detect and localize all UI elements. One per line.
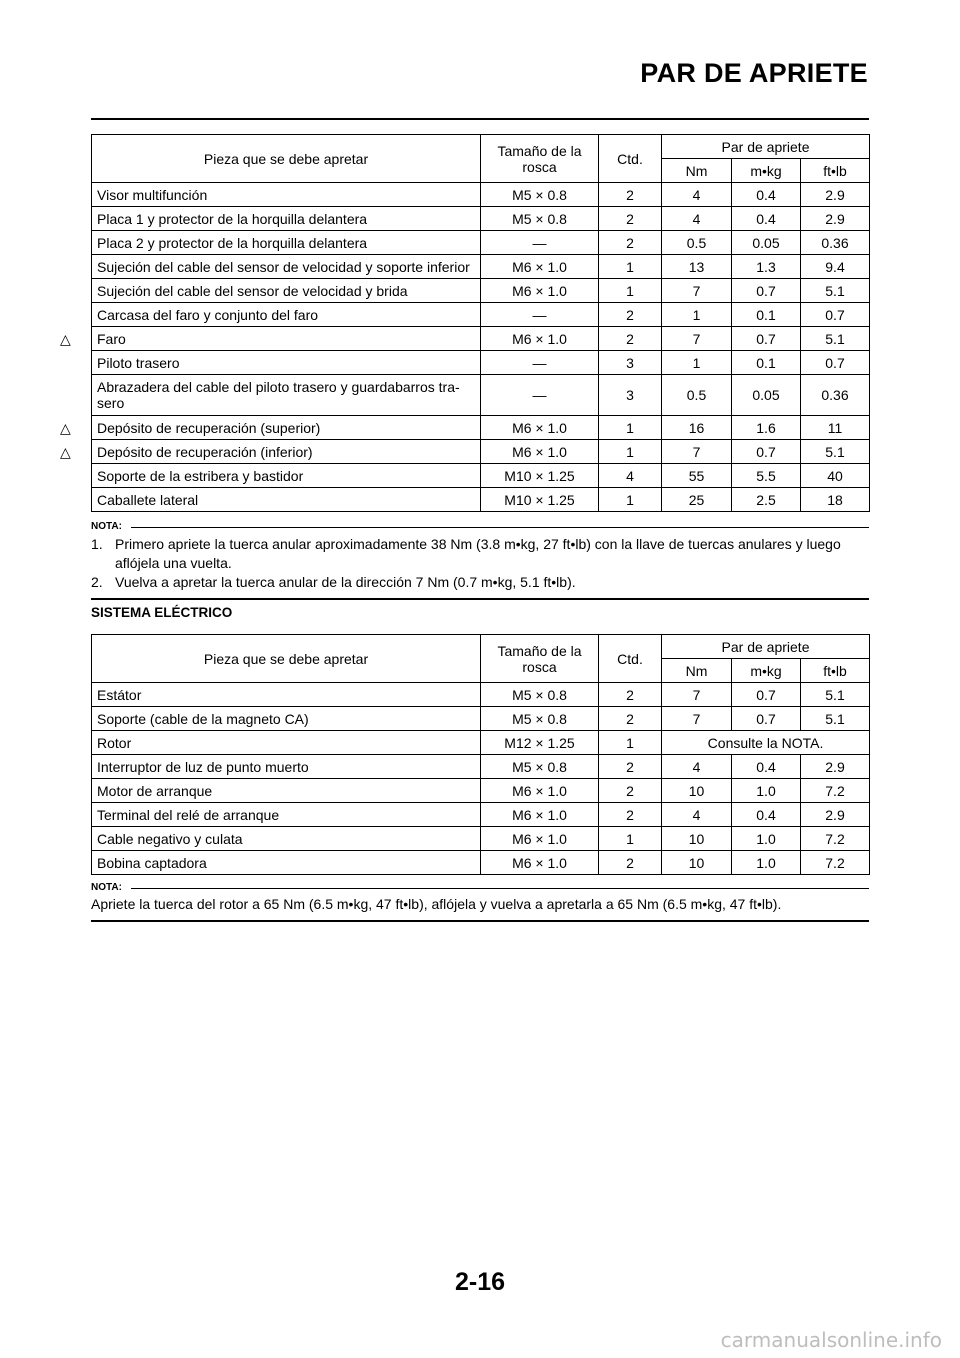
cell-qty: 1 (599, 279, 662, 303)
cell-qty: 3 (599, 375, 662, 416)
cell-thread: M5 × 0.8 (481, 207, 599, 231)
table-row (92, 255, 870, 279)
cell-mkg: 1.3 (732, 255, 801, 279)
cell-part: Soporte de la estribera y bastidor (92, 464, 481, 488)
cell-part: Rotor (92, 731, 481, 755)
cell-qty: 2 (599, 327, 662, 351)
cell-ftlb: 5.1 (801, 707, 870, 731)
note-item-text: Primero apriete la tuerca anular aproximadamente 38 Nm (3.8 m•kg, 27 ft•lb) con la llave de tuercas anulares y luego aflójela una vuelta. (115, 536, 841, 571)
note-item (91, 573, 869, 592)
cell-qty: 2 (599, 183, 662, 207)
cell-nm: 16 (662, 416, 732, 440)
table-row (92, 827, 870, 851)
table-row (92, 207, 870, 231)
cell-part: Placa 2 y protector de la horquilla delantera (92, 231, 481, 255)
table-row (92, 279, 870, 303)
note-label-row (91, 521, 869, 533)
cell-ftlb: 9.4 (801, 255, 870, 279)
cell-nm: 4 (662, 183, 732, 207)
cell-qty: 1 (599, 731, 662, 755)
cell-thread: M6 × 1.0 (481, 803, 599, 827)
header-ftlb: ft•lb (801, 159, 870, 183)
cell-qty: 1 (599, 488, 662, 512)
table-row (92, 303, 870, 327)
cell-thread: M5 × 0.8 (481, 683, 599, 707)
cell-qty: 2 (599, 683, 662, 707)
cell-mkg: 0.4 (732, 755, 801, 779)
cell-nm: 13 (662, 255, 732, 279)
cell-thread: M6 × 1.0 (481, 779, 599, 803)
table1-body (92, 183, 870, 512)
cell-ftlb: 40 (801, 464, 870, 488)
cell-ftlb: 5.1 (801, 683, 870, 707)
cell-qty: 1 (599, 827, 662, 851)
header-part: Pieza que se debe apretar (92, 135, 481, 183)
cell-ftlb: 5.1 (801, 279, 870, 303)
triangle-marker-icon: △ (60, 330, 71, 347)
note-rotor (91, 882, 869, 922)
table-row (92, 464, 870, 488)
table-row (92, 351, 870, 375)
cell-part: Abrazadera del cable del piloto trasero y guardabarros tra-sero (92, 375, 481, 416)
section-heading-electrical: SISTEMA ELÉCTRICO (91, 605, 233, 620)
cell-ftlb: 18 (801, 488, 870, 512)
cell-nm: 7 (662, 707, 732, 731)
cell-ftlb: 7.2 (801, 827, 870, 851)
cell-nm: 4 (662, 755, 732, 779)
note-label: NOTA: (91, 521, 128, 532)
cell-part: Sujeción del cable del sensor de velocidad y soporte inferior (92, 255, 481, 279)
cell-ftlb: 0.36 (801, 231, 870, 255)
cell-thread: M5 × 0.8 (481, 755, 599, 779)
header-qty: Ctd. (599, 635, 662, 683)
torque-table-chassis (91, 134, 870, 512)
cell-qty: 1 (599, 416, 662, 440)
cell-thread: — (481, 351, 599, 375)
table-row (92, 375, 870, 416)
cell-mkg: 0.4 (732, 803, 801, 827)
cell-qty: 2 (599, 755, 662, 779)
cell-thread: M6 × 1.0 (481, 440, 599, 464)
note-label-row (91, 882, 869, 894)
cell-thread: — (481, 231, 599, 255)
cell-thread: M6 × 1.0 (481, 255, 599, 279)
cell-nm: 1 (662, 303, 732, 327)
cell-thread: M10 × 1.25 (481, 488, 599, 512)
cell-nm: 10 (662, 779, 732, 803)
cell-nm: 7 (662, 327, 732, 351)
table-row (92, 416, 870, 440)
cell-mkg: 0.4 (732, 183, 801, 207)
cell-qty: 2 (599, 303, 662, 327)
cell-qty: 2 (599, 803, 662, 827)
title-divider (91, 118, 869, 120)
cell-part: Depósito de recuperación (inferior) (92, 440, 481, 464)
header-nm: Nm (662, 159, 732, 183)
table-row (92, 488, 870, 512)
note-item (91, 535, 869, 573)
cell-nm: 0.5 (662, 375, 732, 416)
note-item-number: 1. (91, 536, 103, 552)
header-nm: Nm (662, 659, 732, 683)
cell-mkg: 1.6 (732, 416, 801, 440)
torque-table-electrical (91, 634, 870, 875)
table2-body (92, 683, 870, 875)
cell-mkg: 0.7 (732, 440, 801, 464)
header-mkg: m•kg (732, 159, 801, 183)
table-row (92, 803, 870, 827)
cell-nm: 25 (662, 488, 732, 512)
cell-part: Depósito de recuperación (superior) (92, 416, 481, 440)
cell-nm: 55 (662, 464, 732, 488)
cell-thread: M5 × 0.8 (481, 707, 599, 731)
table-row (92, 707, 870, 731)
table-row (92, 440, 870, 464)
cell-ftlb: 11 (801, 416, 870, 440)
note-rule (131, 888, 869, 889)
note-item-text: Vuelva a apretar la tuerca anular de la dirección 7 Nm (0.7 m•kg, 5.1 ft•lb). (115, 574, 576, 590)
cell-ftlb: 5.1 (801, 327, 870, 351)
note-text: Apriete la tuerca del rotor a 65 Nm (6.5 m•kg, 47 ft•lb), aflójela y vuelva a apretarla a 65 Nm (6.5 m•kg, 47 ft•lb). (91, 896, 782, 912)
cell-torque-merged: Consulte la NOTA. (662, 731, 870, 755)
cell-mkg: 0.7 (732, 279, 801, 303)
cell-qty: 1 (599, 440, 662, 464)
cell-qty: 1 (599, 255, 662, 279)
table-row (92, 183, 870, 207)
table-row (92, 755, 870, 779)
table-row (92, 231, 870, 255)
cell-thread: M5 × 0.8 (481, 183, 599, 207)
cell-thread: M12 × 1.25 (481, 731, 599, 755)
header-torque: Par de apriete (662, 635, 870, 659)
table-row (92, 731, 870, 755)
header-thread: Tamaño de la rosca (481, 635, 599, 683)
note-rule (131, 527, 869, 528)
header-torque: Par de apriete (662, 135, 870, 159)
cell-qty: 2 (599, 207, 662, 231)
note-label: NOTA: (91, 882, 128, 893)
cell-part: Placa 1 y protector de la horquilla delantera (92, 207, 481, 231)
cell-mkg: 0.05 (732, 231, 801, 255)
cell-part: Interruptor de luz de punto muerto (92, 755, 481, 779)
cell-part: Faro (92, 327, 481, 351)
cell-nm: 4 (662, 803, 732, 827)
cell-part: Terminal del relé de arranque (92, 803, 481, 827)
cell-nm: 7 (662, 440, 732, 464)
table-row (92, 851, 870, 875)
note-steering (91, 521, 869, 600)
header-ftlb: ft•lb (801, 659, 870, 683)
cell-mkg: 1.0 (732, 779, 801, 803)
cell-nm: 7 (662, 683, 732, 707)
note-end-rule (91, 598, 869, 600)
cell-nm: 10 (662, 851, 732, 875)
cell-part: Sujeción del cable del sensor de velocidad y brida (92, 279, 481, 303)
page-title: PAR DE APRIETE (640, 58, 868, 88)
cell-ftlb: 0.7 (801, 351, 870, 375)
cell-ftlb: 0.36 (801, 375, 870, 416)
watermark: carmanualsonline.info (720, 1328, 942, 1352)
cell-qty: 3 (599, 351, 662, 375)
cell-ftlb: 2.9 (801, 755, 870, 779)
note-item-number: 2. (91, 574, 103, 590)
cell-nm: 4 (662, 207, 732, 231)
header-qty: Ctd. (599, 135, 662, 183)
cell-part: Piloto trasero (92, 351, 481, 375)
cell-thread: M10 × 1.25 (481, 464, 599, 488)
cell-nm: 10 (662, 827, 732, 851)
cell-mkg: 1.0 (732, 827, 801, 851)
cell-ftlb: 7.2 (801, 851, 870, 875)
cell-thread: M6 × 1.0 (481, 279, 599, 303)
cell-ftlb: 2.9 (801, 207, 870, 231)
cell-mkg: 0.05 (732, 375, 801, 416)
header-thread: Tamaño de la rosca (481, 135, 599, 183)
cell-qty: 2 (599, 707, 662, 731)
cell-thread: M6 × 1.0 (481, 416, 599, 440)
cell-part: Carcasa del faro y conjunto del faro (92, 303, 481, 327)
cell-mkg: 2.5 (732, 488, 801, 512)
triangle-marker-icon: △ (60, 419, 71, 436)
cell-qty: 2 (599, 779, 662, 803)
cell-qty: 2 (599, 851, 662, 875)
cell-mkg: 0.1 (732, 351, 801, 375)
note-list (91, 535, 869, 592)
table-row (92, 683, 870, 707)
cell-mkg: 0.4 (732, 207, 801, 231)
cell-part: Visor multifunción (92, 183, 481, 207)
cell-qty: 2 (599, 231, 662, 255)
header-part: Pieza que se debe apretar (92, 635, 481, 683)
cell-thread: M6 × 1.0 (481, 327, 599, 351)
header-mkg: m•kg (732, 659, 801, 683)
cell-ftlb: 5.1 (801, 440, 870, 464)
cell-part: Soporte (cable de la magneto CA) (92, 707, 481, 731)
cell-part: Cable negativo y culata (92, 827, 481, 851)
cell-mkg: 0.7 (732, 683, 801, 707)
cell-ftlb: 0.7 (801, 303, 870, 327)
cell-mkg: 0.7 (732, 327, 801, 351)
cell-part: Estátor (92, 683, 481, 707)
cell-ftlb: 7.2 (801, 779, 870, 803)
cell-thread: M6 × 1.0 (481, 827, 599, 851)
triangle-marker-icon: △ (60, 443, 71, 460)
table-row (92, 779, 870, 803)
cell-nm: 0.5 (662, 231, 732, 255)
cell-ftlb: 2.9 (801, 183, 870, 207)
cell-part: Caballete lateral (92, 488, 481, 512)
table-row (92, 327, 870, 351)
page-number: 2-16 (454, 1268, 506, 1296)
cell-mkg: 0.1 (732, 303, 801, 327)
cell-part: Motor de arranque (92, 779, 481, 803)
cell-mkg: 0.7 (732, 707, 801, 731)
cell-nm: 7 (662, 279, 732, 303)
cell-thread: M6 × 1.0 (481, 851, 599, 875)
cell-thread: — (481, 303, 599, 327)
cell-nm: 1 (662, 351, 732, 375)
cell-qty: 4 (599, 464, 662, 488)
cell-thread: — (481, 375, 599, 416)
cell-mkg: 5.5 (732, 464, 801, 488)
cell-mkg: 1.0 (732, 851, 801, 875)
cell-part: Bobina captadora (92, 851, 481, 875)
cell-ftlb: 2.9 (801, 803, 870, 827)
note-end-rule (91, 920, 869, 922)
